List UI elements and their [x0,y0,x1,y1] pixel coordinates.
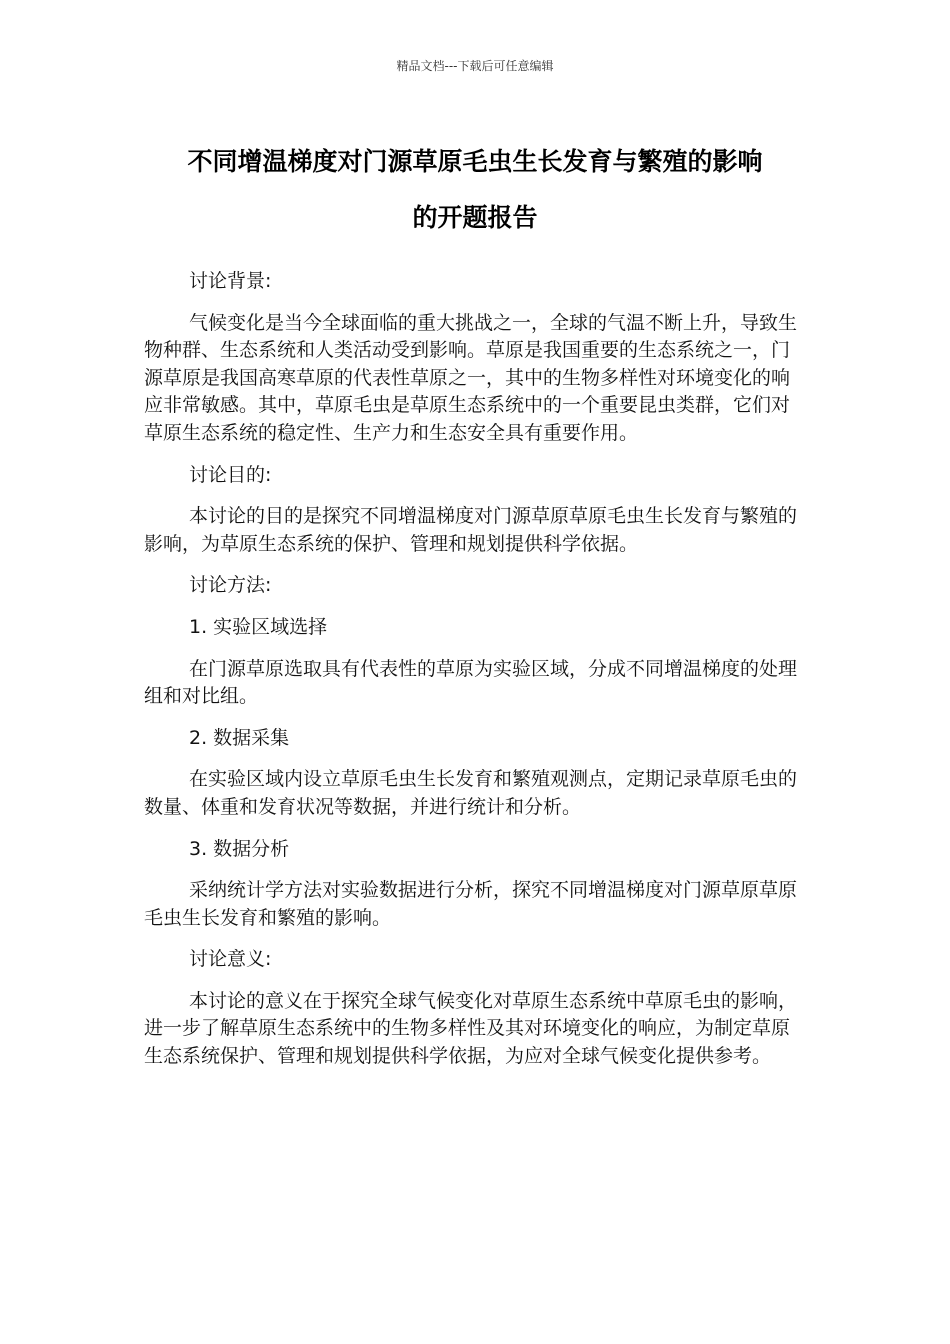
method-3-paragraph: 采纳统计学方法对实验数据进行分析，探究不同增温梯度对门源草原草原毛虫生长发育和繁殖的影响。 [144,879,798,929]
header-note: 精品文档---下载后可任意编辑 [396,59,554,73]
background-paragraph: 气候变化是当今全球面临的重大挑战之一，全球的气温不断上升，导致生物种群、生态系统和人类活动受到影响。草原是我国重要的生态系统之一，门源草原是我国高寒草原的代表性草原之一，其中的生物多样性对环境变化的响应非常敏感。其中，草原毛虫是草原生态系统中的一个重要昆虫类群，它们对草原生态系统的稳定性、生产力和生态安全具有重要作用。 [144,311,798,444]
method-2-paragraph: 在实验区域内设立草原毛虫生长发育和繁殖观测点，定期记录草原毛虫的数量、体重和发育状况等数据，并进行统计和分析。 [144,768,798,818]
title-line-1: 不同增温梯度对门源草原毛虫生长发育与繁殖的影响 [187,147,763,176]
background-heading: 讨论背景: [189,270,272,292]
significance-heading: 讨论意义: [189,948,272,971]
method-heading: 讨论方法: [189,574,272,597]
method-1-paragraph: 在门源草原选取具有代表性的草原为实验区域，分成不同增温梯度的处理组和对比组。 [144,657,798,708]
title-line-2: 的开题报告 [412,203,538,232]
document-body [144,268,800,1085]
method-3-title: 3. 数据分析 [189,837,290,860]
method-2-title: 2. 数据采集 [189,726,290,749]
significance-paragraph: 本讨论的意义在于探究全球气候变化对草原生态系统中草原毛虫的影响，进一步了解草原生态系统中的生物多样性及其对环境变化的响应，为制定草原生态系统保护、管理和规划提供科学依据，为应对全球气候变化提供参考。 [144,989,798,1068]
document-title [120,134,830,246]
purpose-paragraph: 本讨论的目的是探究不同增温梯度对门源草原草原毛虫生长发育与繁殖的影响，为草原生态系统的保护、管理和规划提供科学依据。 [144,505,798,555]
purpose-heading: 讨论目的: [189,463,272,486]
method-1-title: 1. 实验区域选择 [189,615,328,638]
